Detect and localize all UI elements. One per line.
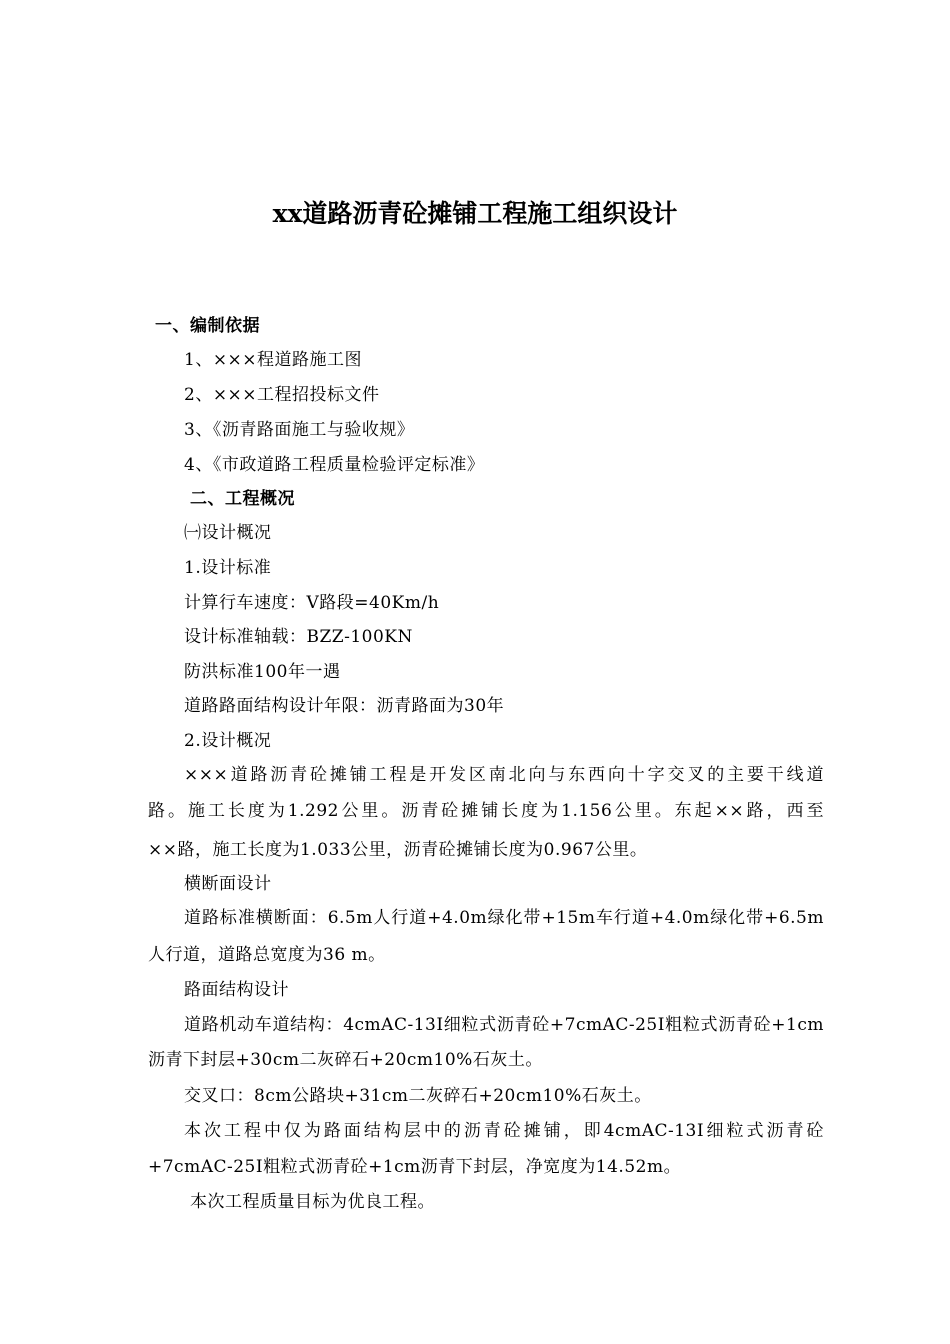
scope-line: +7cmAC-25I粗粒式沥青砼+1cm沥青下封层，净宽度为14.52m。 [148,1157,682,1177]
pavement-heading: 路面结构设计 [184,980,289,1000]
standard-item: 计算行车速度：V路段=40Km/h [184,593,440,613]
subsection-heading: ㈠设计概况 [184,523,272,543]
overview-paragraph-line: 路。施工长度为1.292公里。沥青砼摊铺长度为1.156公里。东起××路，西至 [148,801,824,821]
standard-heading: 1.设计标准 [184,558,272,578]
overview-paragraph-line: ×××道路沥青砼摊铺工程是开发区南北向与东西向十字交叉的主要干线道 [184,765,824,785]
overview-paragraph-line: ××路，施工长度为1.033公里，沥青砼摊铺长度为0.967公里。 [148,840,648,860]
pavement-line: 道路机动车道结构：4cmAC-13I细粒式沥青砼+7cmAC-25I粗粒式沥青砼+1cm [184,1015,824,1035]
quality-goal-line: 本次工程质量目标为优良工程。 [190,1192,435,1212]
scope-line: 本次工程中仅为路面结构层中的沥青砼摊铺，即4cmAC-13I细粒式沥青砼 [184,1121,824,1141]
cross-section-line: 人行道，道路总宽度为36 m。 [148,945,386,965]
pavement-line: 沥青下封层+30cm二灰碎石+20cm10%石灰土。 [148,1050,543,1070]
standard-item: 设计标准轴载：BZZ-100KN [184,627,413,647]
cross-section-line: 道路标准横断面：6.5m人行道+4.0m绿化带+15m车行道+4.0m绿化带+6.5m [184,908,824,928]
document-title: xx道路沥青砼摊铺工程施工组织设计 [272,199,678,228]
overview-heading: 2.设计概况 [184,731,272,751]
intersection-line: 交叉口：8cm公路块+31cm二灰碎石+20cm10%石灰土。 [184,1086,652,1106]
cross-section-heading: 横断面设计 [184,874,272,894]
basis-item: 4、《市政道路工程质量检验评定标准》 [184,455,485,475]
basis-item: 1、×××程道路施工图 [184,350,363,370]
basis-item: 2、×××工程招投标文件 [184,385,380,405]
section-heading-basis: 一、编制依据 [155,316,260,336]
basis-item: 3、《沥青路面施工与验收规》 [184,420,415,440]
standard-item: 防洪标准100年一遇 [184,662,341,682]
section-heading-overview: 二、工程概况 [190,489,295,509]
standard-item: 道路路面结构设计年限：沥青路面为30年 [184,696,505,716]
